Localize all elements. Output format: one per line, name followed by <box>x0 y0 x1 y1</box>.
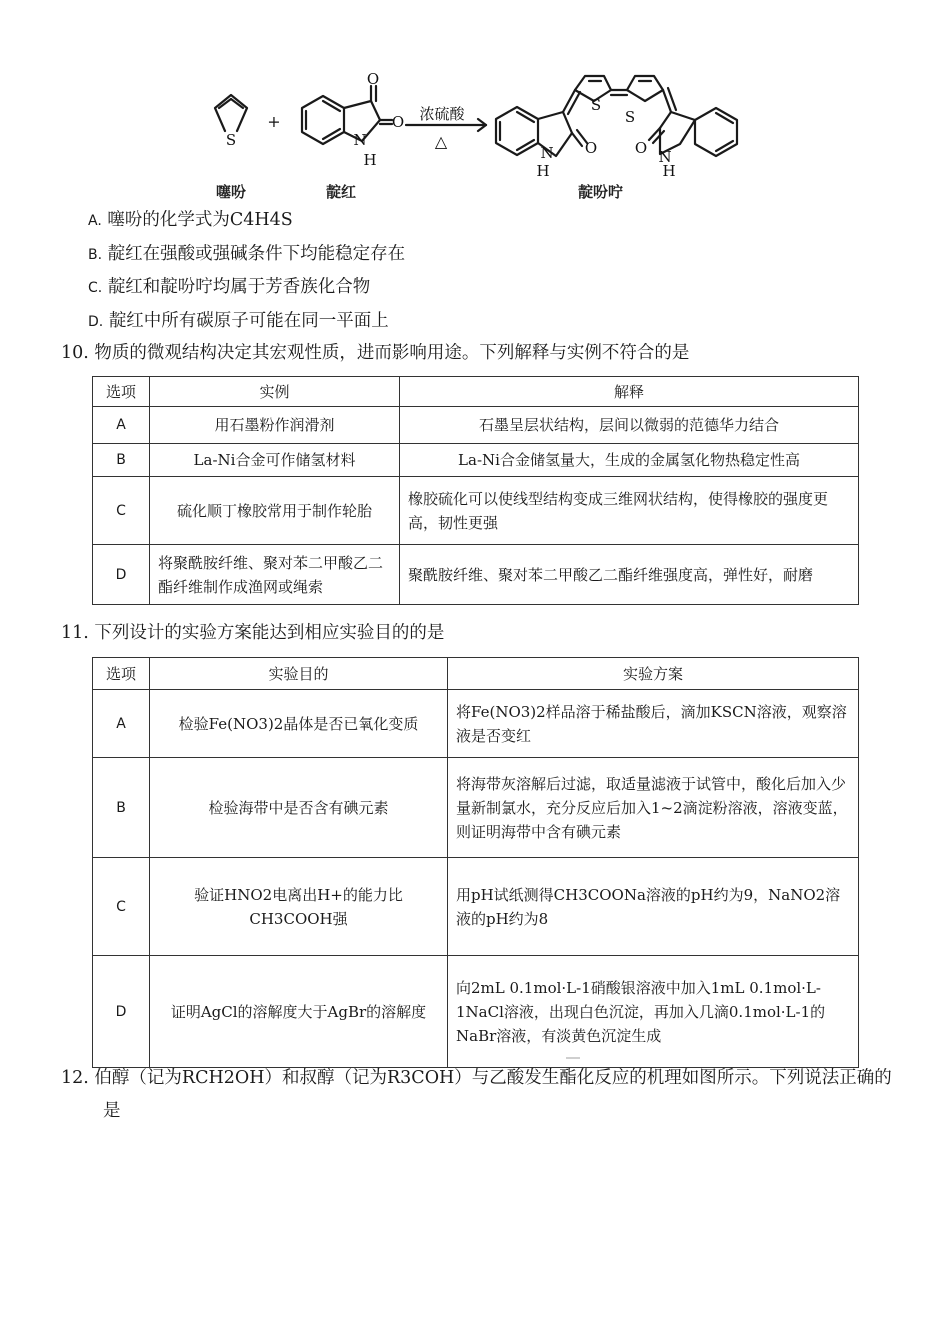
q9-option-d <box>88 309 389 334</box>
q10-header-option: 选项 <box>93 377 150 407</box>
product-h-atom-2: H <box>662 162 676 180</box>
table-row <box>93 956 859 1068</box>
q11-row-d-plan: 向2mL 0.1mol·L-1硝酸银溶液中加入1mL 0.1mol·L-1NaCl溶液，出现白色沉淀，再加入几滴0.1mol·L-1的NaBr溶液，有淡黄色沉淀生成 <box>448 956 859 1068</box>
table-row <box>93 545 859 605</box>
q9-option-b <box>88 242 405 267</box>
q11-row-b-plan: 将海带灰溶解后过滤，取适量滤液于试管中，酸化后加入少量新制氯水，充分反应后加入1~2滴淀粉溶液，溶液变蓝，则证明海带中含有碘元素 <box>448 758 859 858</box>
q9-option-d-key: D. <box>88 314 104 330</box>
isatin-h-atom: H <box>363 151 377 169</box>
q9-option-c <box>88 275 370 300</box>
q11-stem: 下列设计的实验方案能达到相应实验目的的是 <box>94 623 445 643</box>
thiophene-structure <box>215 95 247 131</box>
reaction-scheme <box>200 66 740 206</box>
q11-table <box>92 657 859 1068</box>
q9-option-b-key: B. <box>88 247 103 263</box>
indophenine-structure <box>496 76 737 156</box>
q11-row-b-purpose: 检验海带中是否含有碘元素 <box>150 758 448 858</box>
table-row <box>93 407 859 444</box>
q11-row-d-key: D <box>93 956 150 1068</box>
q10-title <box>61 341 689 365</box>
product-o-atom-1: O <box>584 139 598 157</box>
q11-row-a-purpose: 检验Fe(NO3)2晶体是否已氧化变质 <box>150 690 448 758</box>
q11-row-c-plan: 用pH试纸测得CH3COONa溶液的pH约为9，NaNO2溶液的pH约为8 <box>448 858 859 956</box>
isatin-n-atom: N <box>353 131 367 149</box>
table-row <box>93 858 859 956</box>
q11-header-option: 选项 <box>93 658 150 690</box>
indophenine-label: 靛吩咛 <box>578 183 624 201</box>
q11-row-d-purpose: 证明AgCl的溶解度大于AgBr的溶解度 <box>150 956 448 1068</box>
product-n-atom-1: N <box>540 144 554 162</box>
q10-header-row <box>93 377 859 407</box>
table-row <box>93 758 859 858</box>
q9-option-c-text: 靛红和靛吩咛均属于芳香族化合物 <box>107 277 371 297</box>
q11-title <box>61 621 444 645</box>
q9-option-a-key: A. <box>88 213 102 229</box>
product-n-atom-2: N <box>658 148 672 166</box>
q10-row-c-example: 硫化顺丁橡胶常用于制作轮胎 <box>150 477 400 545</box>
heat-symbol: △ <box>434 132 448 151</box>
product-s-atom-1: S <box>590 96 602 114</box>
q10-table <box>92 376 859 605</box>
isatin-o-atom-2: O <box>391 113 405 131</box>
isatin-o-atom-1: O <box>366 70 380 88</box>
q10-row-c-key: C <box>93 477 150 545</box>
q10-row-c-explanation: 橡胶硫化可以使线型结构变成三维网状结构，使得橡胶的强度更高，韧性更强 <box>400 477 859 545</box>
q12-title <box>61 1066 892 1090</box>
q11-header-row <box>93 658 859 690</box>
reagent-label: 浓硫酸 <box>419 105 465 123</box>
q10-row-d-example: 将聚酰胺纤维、聚对苯二甲酸乙二酯纤维制作成渔网或绳索 <box>150 545 400 605</box>
product-s-atom-2: S <box>624 108 636 126</box>
q9-option-c-key: C. <box>88 280 103 296</box>
table-row <box>93 444 859 477</box>
q11-row-b-key: B <box>93 758 150 858</box>
q9-option-b-text: 靛红在强酸或强碱条件下均能稳定存在 <box>107 244 406 264</box>
q10-number: 10. <box>61 343 89 363</box>
q10-stem: 物质的微观结构决定其宏观性质，进而影响用途。下列解释与实例不符合的是 <box>94 343 690 363</box>
scan-mark <box>566 1057 580 1059</box>
q10-row-a-example: 用石墨粉作润滑剂 <box>150 407 400 444</box>
q12-stem-line2: 是 <box>103 1101 121 1121</box>
plus-sign: + <box>267 112 281 131</box>
thiophene-s-atom: S <box>225 131 237 149</box>
q12-number: 12. <box>61 1068 89 1088</box>
q10-row-a-key: A <box>93 407 150 444</box>
q11-header-purpose: 实验目的 <box>150 658 448 690</box>
q10-row-b-explanation: La-Ni合金储氢量大，生成的金属氢化物热稳定性高 <box>400 444 859 477</box>
isatin-structure <box>302 86 392 144</box>
q10-row-b-example: La-Ni合金可作储氢材料 <box>150 444 400 477</box>
q11-row-c-key: C <box>93 858 150 956</box>
q11-row-a-plan: 将Fe(NO3)2样品溶于稀盐酸后，滴加KSCN溶液，观察溶液是否变红 <box>448 690 859 758</box>
q10-row-d-key: D <box>93 545 150 605</box>
q9-option-a <box>88 208 293 233</box>
thiophene-label: 噻吩 <box>216 183 247 201</box>
q12-stem-line1: 伯醇（记为RCH2OH）和叔醇（记为R3COH）与乙酸发生酯化反应的机理如图所示。下列说法正确的 <box>94 1068 892 1088</box>
q9-option-d-text: 靛红中所有碳原子可能在同一平面上 <box>108 311 389 331</box>
q10-row-d-explanation: 聚酰胺纤维、聚对苯二甲酸乙二酯纤维强度高，弹性好，耐磨 <box>400 545 859 605</box>
q11-header-plan: 实验方案 <box>448 658 859 690</box>
q10-header-explanation: 解释 <box>400 377 859 407</box>
q10-row-b-key: B <box>93 444 150 477</box>
q10-row-a-explanation: 石墨呈层状结构，层间以微弱的范德华力结合 <box>400 407 859 444</box>
isatin-label: 靛红 <box>326 183 357 201</box>
table-row <box>93 477 859 545</box>
product-o-atom-2: O <box>634 139 648 157</box>
q11-row-a-key: A <box>93 690 150 758</box>
product-h-atom-1: H <box>536 162 550 180</box>
q10-header-example: 实例 <box>150 377 400 407</box>
q9-option-a-text: 噻吩的化学式为C4H4S <box>107 210 293 230</box>
table-row <box>93 690 859 758</box>
q11-number: 11. <box>61 623 89 643</box>
q11-row-c-purpose: 验证HNO2电离出H+的能力比CH3COOH强 <box>150 858 448 956</box>
